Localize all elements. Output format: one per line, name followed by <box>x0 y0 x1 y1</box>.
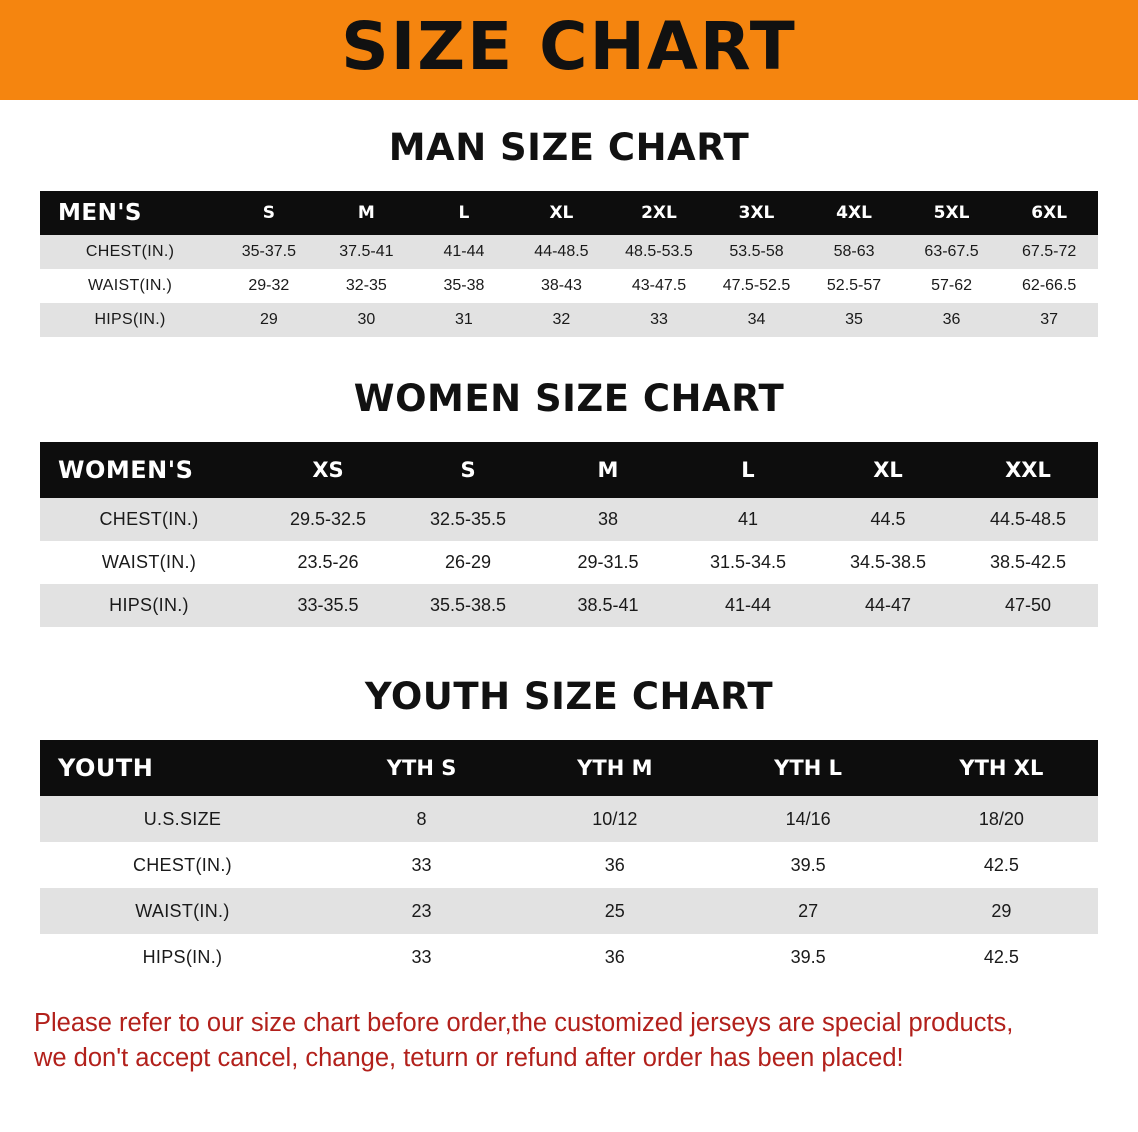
table-row <box>40 269 1098 303</box>
women-hips-1: 33-35.5 <box>258 584 398 627</box>
man-size-table <box>40 191 1098 337</box>
youth-section-heading: YOUTH SIZE CHART <box>364 675 774 718</box>
man-waist-8: 57-62 <box>903 269 1001 303</box>
table-row <box>40 498 1098 541</box>
youth-hips-1: 33 <box>325 934 518 980</box>
youth-waist-1: 23 <box>325 888 518 934</box>
man-chest-8: 63-67.5 <box>903 235 1001 269</box>
policy-note-line-2: we don't accept cancel, change, teturn or refund after order has been placed! <box>34 1044 904 1073</box>
man-hips-5: 33 <box>610 303 708 337</box>
women-col-6: XXL <box>958 442 1098 498</box>
table-header-row <box>40 442 1098 498</box>
man-waist-7: 52.5-57 <box>805 269 903 303</box>
table-row <box>40 888 1098 934</box>
women-chest-5: 44.5 <box>818 498 958 541</box>
women-row-label-waist: WAIST(IN.) <box>40 541 258 584</box>
policy-note <box>34 1006 1104 1076</box>
man-hips-2: 30 <box>318 303 416 337</box>
women-hips-3: 38.5-41 <box>538 584 678 627</box>
man-row-label-chest: CHEST(IN.) <box>40 235 220 269</box>
women-section-heading: WOMEN SIZE CHART <box>353 377 785 420</box>
women-waist-6: 38.5-42.5 <box>958 541 1098 584</box>
man-chest-1: 35-37.5 <box>220 235 318 269</box>
man-col-2: M <box>318 191 416 235</box>
man-chest-2: 37.5-41 <box>318 235 416 269</box>
women-chest-2: 32.5-35.5 <box>398 498 538 541</box>
table-row <box>40 934 1098 980</box>
man-hips-1: 29 <box>220 303 318 337</box>
youth-ussize-4: 18/20 <box>905 796 1098 842</box>
table-row <box>40 303 1098 337</box>
man-hips-8: 36 <box>903 303 1001 337</box>
youth-ussize-2: 10/12 <box>518 796 711 842</box>
man-waist-1: 29-32 <box>220 269 318 303</box>
man-row-label-waist: WAIST(IN.) <box>40 269 220 303</box>
man-chest-9: 67.5-72 <box>1000 235 1098 269</box>
man-chest-3: 41-44 <box>415 235 513 269</box>
women-hips-4: 41-44 <box>678 584 818 627</box>
women-col-3: M <box>538 442 678 498</box>
women-hips-5: 44-47 <box>818 584 958 627</box>
women-waist-2: 26-29 <box>398 541 538 584</box>
youth-ussize-1: 8 <box>325 796 518 842</box>
page-title: SIZE CHART <box>341 8 797 85</box>
man-waist-2: 32-35 <box>318 269 416 303</box>
youth-table-corner: YOUTH <box>40 740 325 796</box>
man-col-8: 5XL <box>903 191 1001 235</box>
table-row <box>40 235 1098 269</box>
women-chest-3: 38 <box>538 498 678 541</box>
youth-row-label-waist: WAIST(IN.) <box>40 888 325 934</box>
youth-col-2: YTH M <box>518 740 711 796</box>
youth-col-1: YTH S <box>325 740 518 796</box>
women-col-1: XS <box>258 442 398 498</box>
youth-row-label-ussize: U.S.SIZE <box>40 796 325 842</box>
youth-chest-4: 42.5 <box>905 842 1098 888</box>
table-row <box>40 541 1098 584</box>
youth-hips-3: 39.5 <box>711 934 904 980</box>
youth-hips-4: 42.5 <box>905 934 1098 980</box>
women-row-label-hips: HIPS(IN.) <box>40 584 258 627</box>
youth-row-label-hips: HIPS(IN.) <box>40 934 325 980</box>
man-hips-7: 35 <box>805 303 903 337</box>
policy-note-line-1: Please refer to our size chart before order,the customized jerseys are special products, <box>34 1009 1014 1037</box>
women-waist-1: 23.5-26 <box>258 541 398 584</box>
page-banner <box>0 0 1138 100</box>
youth-waist-3: 27 <box>711 888 904 934</box>
women-waist-4: 31.5-34.5 <box>678 541 818 584</box>
man-col-3: L <box>415 191 513 235</box>
youth-row-label-chest: CHEST(IN.) <box>40 842 325 888</box>
man-waist-5: 43-47.5 <box>610 269 708 303</box>
women-col-4: L <box>678 442 818 498</box>
youth-col-3: YTH L <box>711 740 904 796</box>
women-size-table <box>40 442 1098 627</box>
women-table-corner: WOMEN'S <box>40 442 258 498</box>
man-chest-7: 58-63 <box>805 235 903 269</box>
man-hips-9: 37 <box>1000 303 1098 337</box>
table-header-row <box>40 191 1098 235</box>
youth-chest-3: 39.5 <box>711 842 904 888</box>
women-chest-6: 44.5-48.5 <box>958 498 1098 541</box>
youth-size-table <box>40 740 1098 980</box>
man-waist-6: 47.5-52.5 <box>708 269 806 303</box>
man-col-6: 3XL <box>708 191 806 235</box>
youth-ussize-3: 14/16 <box>711 796 904 842</box>
table-row <box>40 796 1098 842</box>
youth-chest-1: 33 <box>325 842 518 888</box>
man-chest-6: 53.5-58 <box>708 235 806 269</box>
man-col-5: 2XL <box>610 191 708 235</box>
man-row-label-hips: HIPS(IN.) <box>40 303 220 337</box>
youth-hips-2: 36 <box>518 934 711 980</box>
man-chest-5: 48.5-53.5 <box>610 235 708 269</box>
women-hips-2: 35.5-38.5 <box>398 584 538 627</box>
man-chest-4: 44-48.5 <box>513 235 611 269</box>
youth-col-4: YTH XL <box>905 740 1098 796</box>
man-waist-9: 62-66.5 <box>1000 269 1098 303</box>
table-row <box>40 842 1098 888</box>
man-col-7: 4XL <box>805 191 903 235</box>
women-chest-4: 41 <box>678 498 818 541</box>
women-col-2: S <box>398 442 538 498</box>
man-waist-4: 38-43 <box>513 269 611 303</box>
man-waist-3: 35-38 <box>415 269 513 303</box>
women-col-5: XL <box>818 442 958 498</box>
youth-chest-2: 36 <box>518 842 711 888</box>
youth-waist-2: 25 <box>518 888 711 934</box>
women-hips-6: 47-50 <box>958 584 1098 627</box>
man-table-corner: MEN'S <box>40 191 220 235</box>
women-row-label-chest: CHEST(IN.) <box>40 498 258 541</box>
women-waist-5: 34.5-38.5 <box>818 541 958 584</box>
table-header-row <box>40 740 1098 796</box>
women-chest-1: 29.5-32.5 <box>258 498 398 541</box>
women-waist-3: 29-31.5 <box>538 541 678 584</box>
man-hips-4: 32 <box>513 303 611 337</box>
man-section-heading: MAN SIZE CHART <box>388 126 750 169</box>
table-row <box>40 584 1098 627</box>
man-hips-6: 34 <box>708 303 806 337</box>
man-col-9: 6XL <box>1000 191 1098 235</box>
youth-waist-4: 29 <box>905 888 1098 934</box>
man-col-4: XL <box>513 191 611 235</box>
man-col-1: S <box>220 191 318 235</box>
man-hips-3: 31 <box>415 303 513 337</box>
